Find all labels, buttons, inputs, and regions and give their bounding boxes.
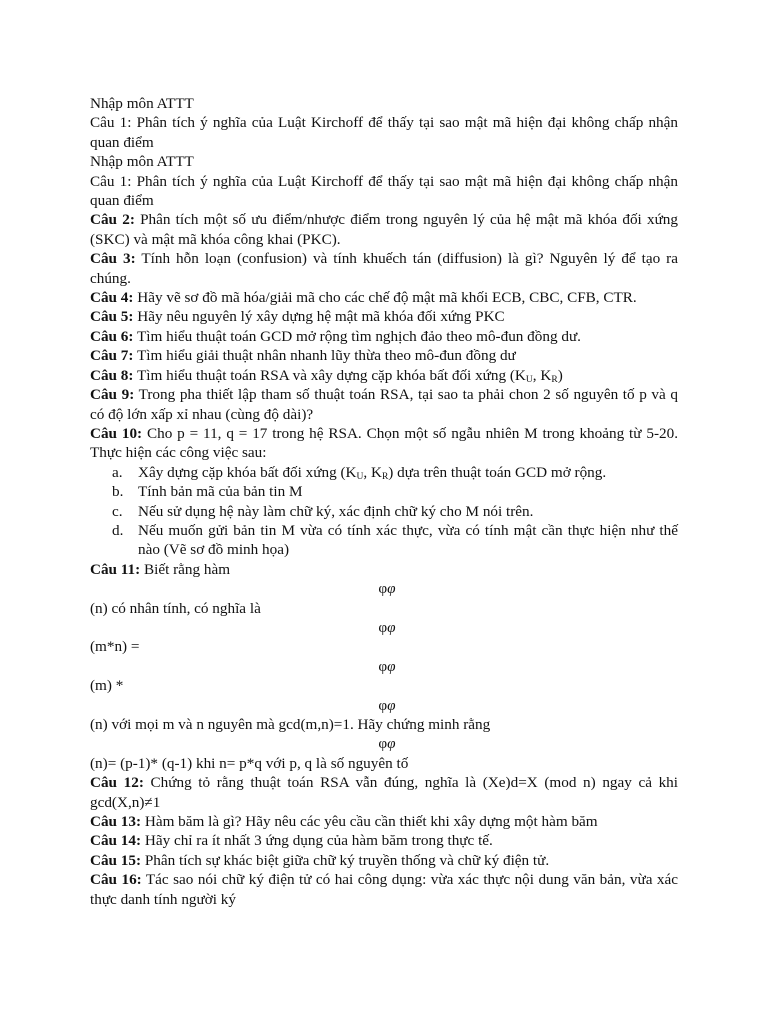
question-label: Câu 7: — [90, 347, 134, 365]
question-text: Hãy nêu nguyên lý xây dựng hệ mật mã khóa đối xứng PKC — [133, 308, 505, 326]
subscript: U — [525, 374, 533, 385]
question-11-line: (n) có nhân tính, có nghĩa là — [90, 599, 261, 617]
phi-italic: φ — [387, 735, 396, 753]
phi-symbol — [90, 734, 678, 753]
question-14 — [90, 831, 678, 850]
phi-plain: φ — [378, 657, 388, 675]
question-label: Câu 5: — [90, 308, 134, 326]
question-4 — [90, 288, 678, 307]
list-text: Tính bản mã của bản tin M — [138, 483, 303, 501]
question-2 — [90, 210, 678, 249]
question-16 — [90, 870, 678, 909]
question-label: Câu 9: — [90, 386, 135, 404]
list-text — [138, 463, 678, 482]
subscript: U — [356, 471, 364, 482]
phi-plain: φ — [378, 735, 388, 753]
question-text: Tìm hiểu thuật toán GCD mở rộng tìm nghịch đảo theo mô-đun đồng dư. — [133, 327, 581, 345]
question-label: Câu 15: — [90, 851, 142, 869]
list-item — [112, 482, 678, 501]
question-13 — [90, 812, 678, 831]
question-10-subitems — [90, 463, 678, 560]
phi-symbol — [90, 618, 678, 637]
question-text: Biết rằng hàm — [140, 560, 231, 578]
list-text-part: ) dựa trên thuật toán GCD mở rộng. — [388, 463, 607, 481]
phi-italic: φ — [387, 696, 396, 714]
list-item — [112, 463, 678, 482]
question-text: Tính hỗn loạn (confusion) và tính khuếch tán (diffusion) là gì? Nguyên lý để tạo ra chúng. — [90, 250, 678, 287]
question-15 — [90, 851, 678, 870]
list-item — [112, 521, 678, 560]
phi-plain: φ — [378, 580, 388, 598]
list-text-part: , K — [363, 463, 382, 481]
phi-italic: φ — [387, 580, 396, 598]
question-label: Câu 6: — [90, 327, 134, 345]
list-item — [112, 502, 678, 521]
phi-symbol — [90, 579, 678, 598]
phi-symbol — [90, 657, 678, 676]
question-label: Câu 3: — [90, 250, 136, 268]
question-label: Câu 4: — [90, 289, 134, 307]
question-1: Câu 1: Phân tích ý nghĩa của Luật Kirchoff để thấy tại sao mật mã hiện đại không chấp nhận quan điểm — [90, 114, 678, 151]
question-text: Tìm hiểu giải thuật nhân nhanh lũy thừa theo mô-đun đồng dư — [133, 347, 516, 365]
question-6 — [90, 327, 678, 346]
question-1-repeat: Câu 1: Phân tích ý nghĩa của Luật Kirchoff để thấy tại sao mật mã hiện đại không chấp nhận quan điểm — [90, 172, 678, 210]
question-label: Câu 13: — [90, 813, 142, 831]
question-label: Câu 12: — [90, 774, 144, 792]
list-marker: d. — [112, 521, 124, 539]
question-text: ) — [557, 366, 563, 384]
question-text: Hãy vẽ sơ đồ mã hóa/giải mã cho các chế độ mật mã khối ECB, CBC, CFB, CTR. — [133, 289, 637, 307]
question-11-line: (n) với mọi m và n nguyên mà gcd(m,n)=1. Hãy chứng minh rằng — [90, 716, 491, 733]
list-marker: c. — [112, 502, 123, 520]
question-text: Chứng tỏ rằng thuật toán RSA vẫn đúng, nghĩa là (Xe)d=X (mod n) ngay cả khi gcd(X,n)≠1 — [90, 774, 678, 811]
question-text: Cho p = 11, q = 17 trong hệ RSA. Chọn một số ngẫu nhiên M trong khoảng từ 5-20. Thực hiện các công việc sau: — [90, 424, 678, 462]
question-text: Tác sao nói chữ ký điện tử có hai công dụng: vừa xác thực nội dung văn bản, vừa xác thực danh tính người ký — [90, 871, 678, 908]
question-label: Câu 11: — [90, 560, 141, 578]
list-text: Nếu sử dụng hệ này làm chữ ký, xác định chữ ký cho M nói trên. — [138, 502, 534, 520]
question-label: Câu 10: — [90, 424, 143, 442]
question-11-line: (m*n) = — [90, 638, 140, 656]
question-label: Câu 8: — [90, 366, 134, 384]
doc-title-repeat: Nhập môn ATTT — [90, 153, 194, 171]
question-text: Hãy chỉ ra ít nhất 3 ứng dụng của hàm băm trong thực tế. — [141, 832, 493, 850]
question-text: Trong pha thiết lập tham số thuật toán RSA, tại sao ta phải chon 2 số nguyên tố p và q có độ lớn xấp xỉ nhau (cùng độ dài)? — [90, 386, 678, 423]
question-10 — [90, 424, 678, 463]
list-marker: a. — [112, 463, 123, 481]
question-11-line: (m) * — [90, 677, 124, 695]
phi-symbol — [90, 696, 678, 715]
question-12 — [90, 773, 678, 812]
question-3 — [90, 249, 678, 288]
question-text: Hàm băm là gì? Hãy nêu các yêu cầu cần thiết khi xây dựng một hàm băm — [141, 813, 598, 831]
doc-title: Nhập môn ATTT — [90, 95, 194, 112]
question-text: Phân tích một số ưu điểm/nhược điểm trong nguyên lý của hệ mật mã khóa đối xứng (SKC) và mật mã khóa công khai (PKC). — [90, 211, 678, 248]
question-7 — [90, 346, 678, 365]
phi-plain: φ — [378, 618, 388, 636]
list-marker: b. — [112, 483, 124, 501]
question-text: , K — [532, 366, 552, 384]
question-label: Câu 14: — [90, 832, 142, 850]
document-body — [90, 94, 678, 909]
question-11 — [90, 560, 678, 579]
question-label: Câu 2: — [90, 211, 135, 229]
subscript: R — [551, 374, 558, 385]
question-8 — [90, 366, 678, 385]
list-text: Nếu muốn gửi bản tin M vừa có tính xác thực, vừa có tính mật cần thực hiện như thế nào (Vẽ sơ đồ minh họa) — [138, 521, 678, 559]
question-text: Phân tích sự khác biệt giữa chữ ký truyền thống và chữ ký điện tử. — [141, 851, 550, 869]
question-text: Tìm hiểu thuật toán RSA và xây dựng cặp khóa bất đối xứng (K — [133, 366, 526, 384]
list-text-part: Xây dựng cặp khóa bất đối xứng (K — [138, 463, 357, 481]
subscript: R — [381, 471, 389, 482]
question-9 — [90, 385, 678, 424]
phi-italic: φ — [387, 657, 396, 675]
phi-italic: φ — [387, 618, 396, 636]
question-11-line: (n)= (p-1)* (q-1) khi n= p*q với p, q là số nguyên tố — [90, 754, 409, 772]
question-5 — [90, 307, 678, 326]
question-label: Câu 16: — [90, 871, 142, 889]
phi-plain: φ — [378, 696, 388, 714]
